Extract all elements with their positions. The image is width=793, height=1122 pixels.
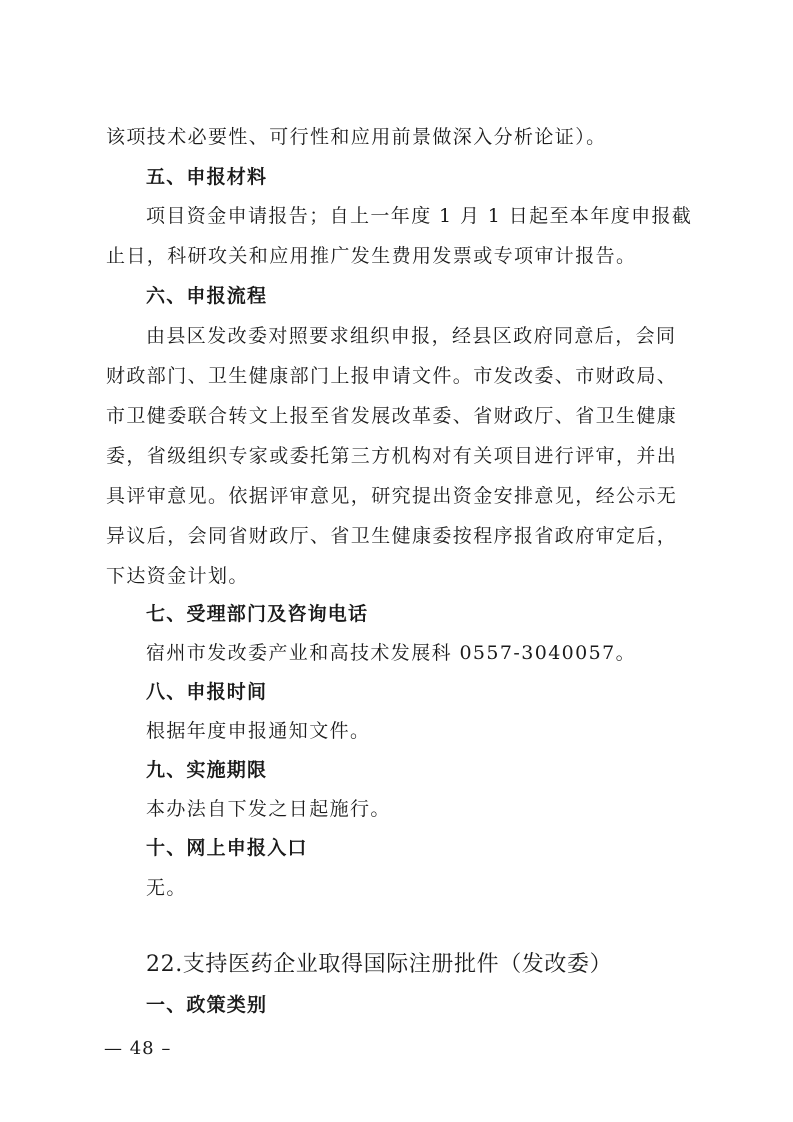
paragraph-line: 异议后，会同省财政厅、省卫生健康委按程序报省政府审定后， — [106, 525, 678, 547]
section-title: 22.支持医药企业取得国际注册批件（发改委） — [146, 952, 613, 977]
page-number: — 48 – — [104, 1038, 172, 1059]
paragraph-line: 该项技术必要性、可行性和应用前景做深入分析论证）。 — [106, 126, 607, 148]
paragraph-line: 委，省级组织专家或委托第三方机构对有关项目进行评审，并出 — [106, 445, 678, 467]
heading-implementation-period: 九、实施期限 — [146, 759, 268, 781]
heading-policy-category: 一、政策类别 — [146, 994, 268, 1016]
heading-online-portal: 十、网上申报入口 — [146, 837, 308, 859]
paragraph-line: 本办法自下发之日起施行。 — [146, 798, 391, 820]
heading-application-process: 六、申报流程 — [146, 285, 268, 307]
paragraph-line: 项目资金申请报告；自上一年度 1 月 1 日起至本年度申报截 — [146, 205, 693, 227]
heading-department-contact: 七、受理部门及咨询电话 — [146, 603, 369, 625]
paragraph-line: 宿州市发改委产业和高技术发展科 0557-3040057。 — [146, 642, 637, 664]
paragraph-line: 下达资金计划。 — [106, 565, 249, 587]
paragraph-line: 由县区发改委对照要求组织申报，经县区政府同意后，会同 — [146, 325, 677, 347]
paragraph-line: 市卫健委联合转文上报至省发展改革委、省财政厅、省卫生健康 — [106, 405, 678, 427]
paragraph-line: 根据年度申报通知文件。 — [146, 720, 371, 742]
heading-application-time: 八、申报时间 — [146, 681, 268, 703]
heading-application-materials: 五、申报材料 — [146, 166, 268, 188]
paragraph-line: 无。 — [146, 877, 187, 899]
paragraph-line: 止日，科研攻关和应用推广发生费用发票或专项审计报告。 — [106, 245, 637, 267]
paragraph-line: 具评审意见。依据评审意见，研究提出资金安排意见，经公示无 — [106, 485, 678, 507]
paragraph-line: 财政部门、卫生健康部门上报申请文件。市发改委、市财政局、 — [106, 365, 678, 387]
